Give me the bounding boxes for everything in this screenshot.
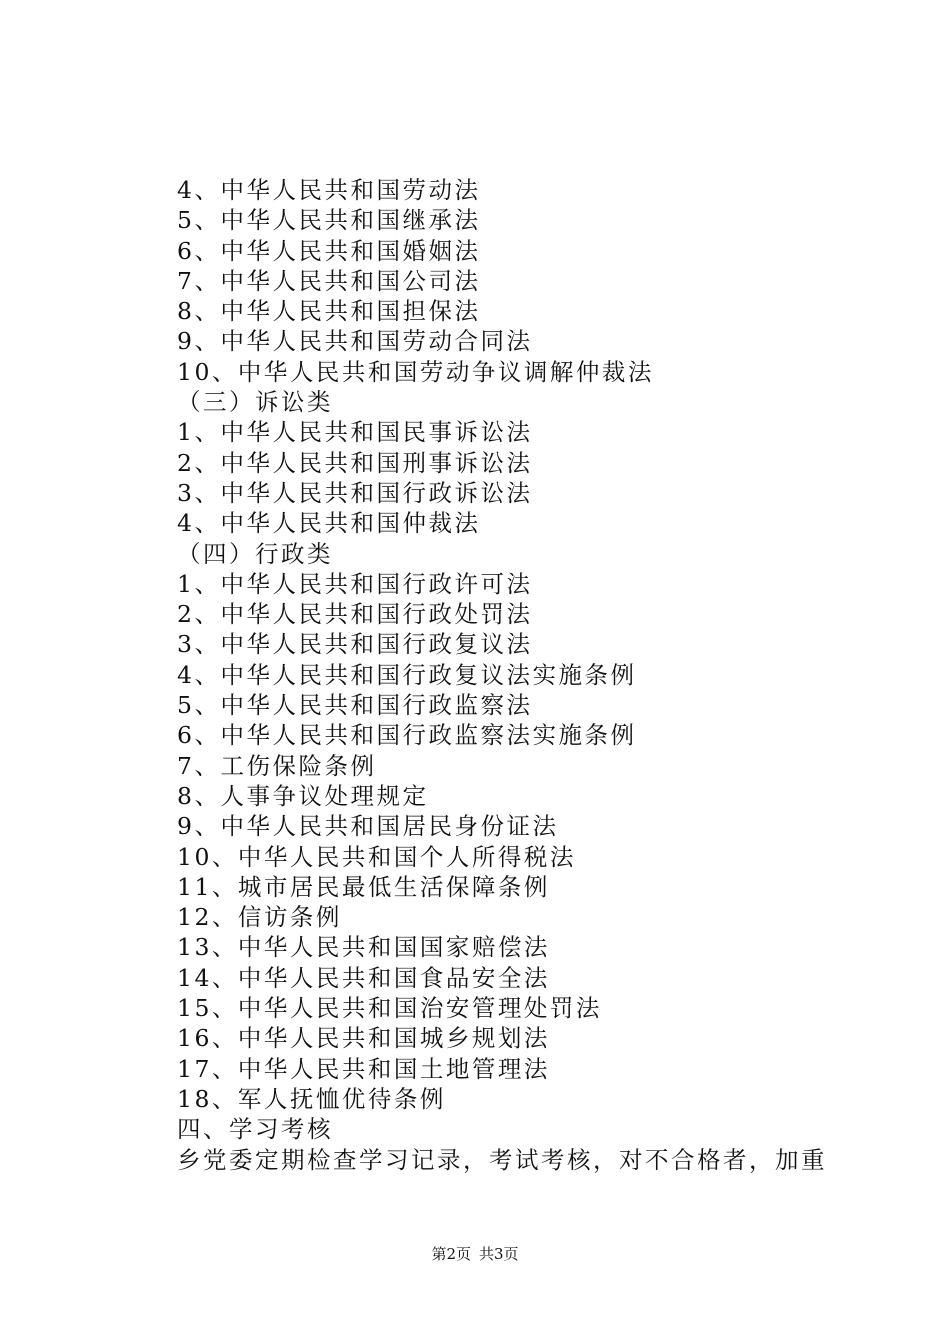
law-item: 18、军人抚恤优待条例 <box>177 1084 446 1113</box>
page-number: 第2页 <box>431 1245 471 1263</box>
law-item: 6、中华人民共和国行政监察法实施条例 <box>177 721 637 750</box>
law-item: 5、中华人民共和国行政监察法 <box>177 691 533 720</box>
law-item: 3、中华人民共和国行政复议法 <box>177 630 533 659</box>
law-item: 5、中华人民共和国继承法 <box>177 206 481 235</box>
law-item: 4、中华人民共和国仲裁法 <box>177 509 481 538</box>
law-item: 10、中华人民共和国个人所得税法 <box>177 842 576 871</box>
page-total: 共3页 <box>479 1245 519 1263</box>
law-item: 2、中华人民共和国行政处罚法 <box>177 600 533 629</box>
law-item: 12、信访条例 <box>177 903 342 932</box>
law-item: 9、中华人民共和国劳动合同法 <box>177 327 533 356</box>
law-item: 6、中华人民共和国婚姻法 <box>177 236 481 265</box>
law-item: 10、中华人民共和国劳动争议调解仲裁法 <box>177 357 654 386</box>
law-item: 17、中华人民共和国土地管理法 <box>177 1054 550 1083</box>
law-item: 9、中华人民共和国居民身份证法 <box>177 812 559 841</box>
law-item: 8、人事争议处理规定 <box>177 781 429 810</box>
page-footer <box>0 1244 950 1264</box>
law-item: 11、城市居民最低生活保障条例 <box>177 872 550 901</box>
law-item: 1、中华人民共和国行政许可法 <box>177 569 533 598</box>
law-item: 4、中华人民共和国劳动法 <box>177 176 481 204</box>
section-heading-litigation: （三）诉讼类 <box>177 388 333 417</box>
law-item: 2、中华人民共和国刑事诉讼法 <box>177 448 533 477</box>
law-item: 16、中华人民共和国城乡规划法 <box>177 1024 550 1053</box>
law-item: 8、中华人民共和国担保法 <box>177 297 481 326</box>
law-item: 7、中华人民共和国公司法 <box>177 266 481 295</box>
law-item: 7、工伤保险条例 <box>177 751 377 780</box>
body-paragraph: 乡党委定期检查学习记录，考试考核，对不合格者，加重 <box>177 1145 827 1174</box>
law-item: 14、中华人民共和国食品安全法 <box>177 963 550 992</box>
section-heading-administrative: （四）行政类 <box>177 539 333 568</box>
law-item: 4、中华人民共和国行政复议法实施条例 <box>177 660 637 689</box>
section-heading-assessment: 四、学习考核 <box>177 1115 333 1144</box>
law-item: 3、中华人民共和国行政诉讼法 <box>177 478 533 507</box>
law-item: 13、中华人民共和国国家赔偿法 <box>177 933 550 962</box>
law-item: 1、中华人民共和国民事诉讼法 <box>177 418 533 447</box>
document-body <box>177 175 897 1175</box>
law-item: 15、中华人民共和国治安管理处罚法 <box>177 994 602 1023</box>
